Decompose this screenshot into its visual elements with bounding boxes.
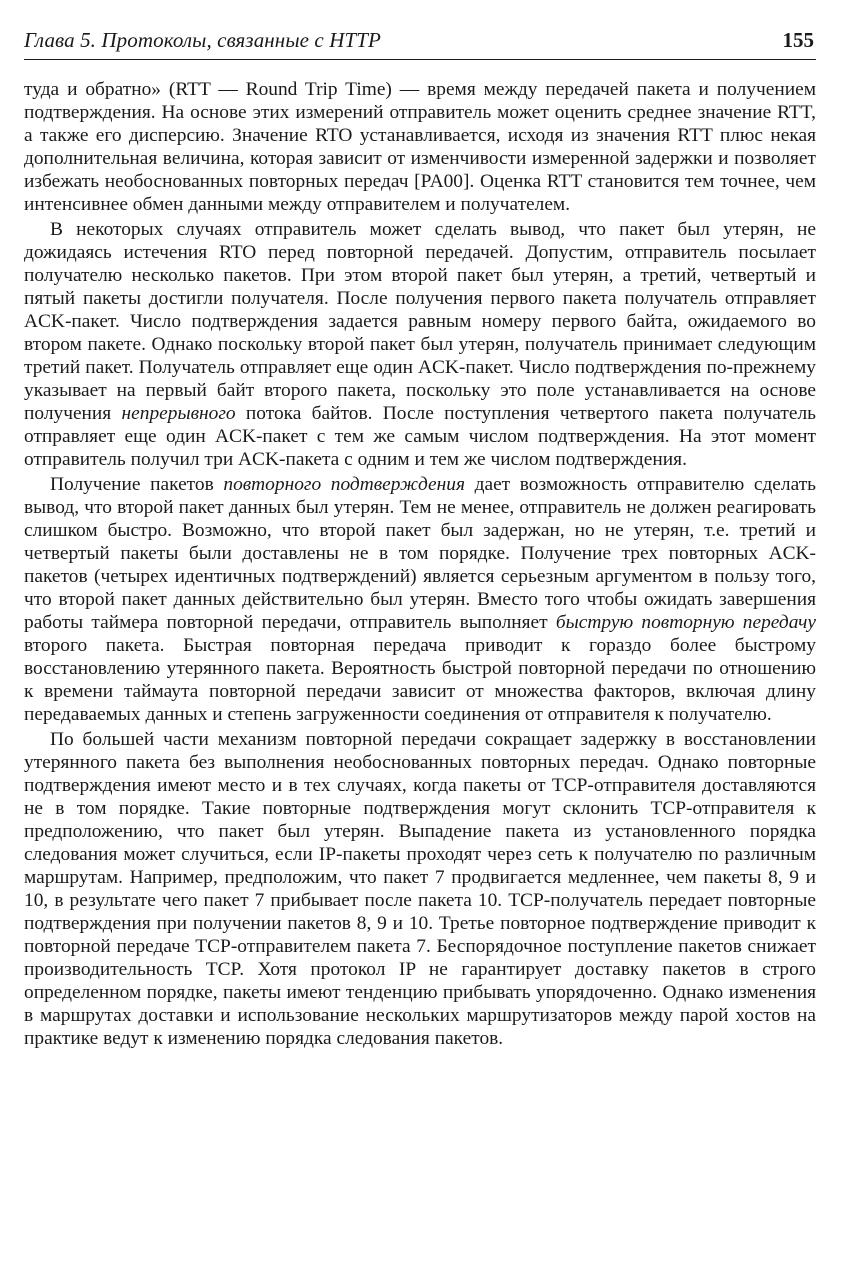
text-run: второго пакета. Быстрая повторная передача приводит к гораздо более быстрому восстановлению утерянного пакета. Вероятность быстрой повторной передачи по отношению к времени таймаута повторной передачи зависит от множества факторов, включая длину передаваемых данных и степень загруженности соединения от отправителя к получателю. (24, 635, 816, 725)
paragraph (24, 473, 816, 726)
text-run: В некоторых случаях отправитель может сделать вывод, что пакет был утерян, не дожидаясь истечения RTO перед повторной передачей. Допустим, отправитель посылает получателю несколько пакетов. При этом второй пакет был утерян, а третий, четвертый и пятый пакеты достигли получателя. После получения первого пакета получатель отправляет ACK-пакет. Число подтверждения задается равным номеру первого байта, ожидаемого во втором пакете. Однако поскольку второй пакет был утерян, получатель принимает следующим третий пакет. Получатель отправляет еще один ACK-пакет. Число подтверждения по-прежнему указывает на первый байт второго пакета, поскольку это поле устанавливается на основе получения (24, 219, 816, 424)
emphasized-term: повторного подтверждения (223, 474, 465, 495)
running-head (24, 28, 816, 60)
text-run: туда и обратно» (RTT — Round Trip Time) — время между передачей пакета и получением подтверждения. На основе этих измерений отправитель может оценить среднее значение RTT, а также его дисперсию. Значение RTO устанавливается, исходя из значения RTT плюс некая дополнительная величина, которая зависит от изменчивости измеренной задержки и позволяет избежать необоснованных повторных передач [PA00]. Оценка RTT становится тем точнее, чем интенсивнее обмен данными между отправителем и получателем. (24, 79, 816, 215)
text-run: Получение пакетов (50, 474, 224, 495)
emphasized-term: непрерывного (121, 403, 236, 424)
emphasized-term: быструю повторную передачу (555, 612, 816, 633)
paragraph (24, 78, 816, 216)
book-page (24, 28, 816, 1050)
paragraph (24, 218, 816, 471)
text-run: дает возможность отправителю сделать вывод, что второй пакет данных был утерян. Тем не менее, отправитель не должен реагировать слишком быстро. Возможно, что второй пакет был задержан, но не утерян, т.е. третий и четвертый пакеты были доставлены не в том порядке. Получение трех повторных ACK-пакетов (четырех идентичных подтверждений) является серьезным аргументом в пользу того, что второй пакет данных действительно был утерян. Вместо того чтобы ожидать завершения работы таймера повторной передачи, отправитель выполняет (24, 474, 817, 633)
text-run: По большей части механизм повторной передачи сокращает задержку в восстановлении утерянного пакета без выполнения необоснованных повторных передач. Однако повторные подтверждения имеют место и в тех случаях, когда пакеты от TCP-отправителя доставляются не в том порядке. Такие повторные подтверждения могут склонить TCP-отправителя к предположению, что пакет был утерян. Выпадение пакета из установленного порядка следования может случиться, если IP-пакеты проходят через сеть к получателю по различным маршрутам. Например, предположим, что пакет 7 продвигается медленнее, чем пакеты 8, 9 и 10, в результате чего пакет 7 прибывает после пакета 10. TCP-получатель передает повторные подтверждения при получении пакетов 8, 9 и 10. Третье повторное подтверждение приводит к повторной передаче TCP-отправителем пакета 7. Беспорядочное поступление пакетов снижает производительность TCP. Хотя протокол IP не гарантирует доставку пакетов в строго определенном порядке, пакеты имеют тенденцию прибывать упорядоченно. Однако изменения в маршрутах доставки и использование нескольких маршрутизаторов между парой хостов на практике ведут к изменению порядка следования пакетов. (24, 729, 816, 1049)
body-text (24, 78, 816, 1050)
text-run: потока байтов. После поступления четвертого пакета получатель отправляет еще один ACK-пакет с тем же самым числом подтверждения. На этот момент отправитель получил три ACK-пакета с одним и тем же числом подтверждения. (24, 403, 816, 470)
paragraph (24, 728, 816, 1050)
page-number: 155 (782, 28, 814, 52)
chapter-title: Глава 5. Протоколы, связанные с HTTP (24, 28, 381, 52)
